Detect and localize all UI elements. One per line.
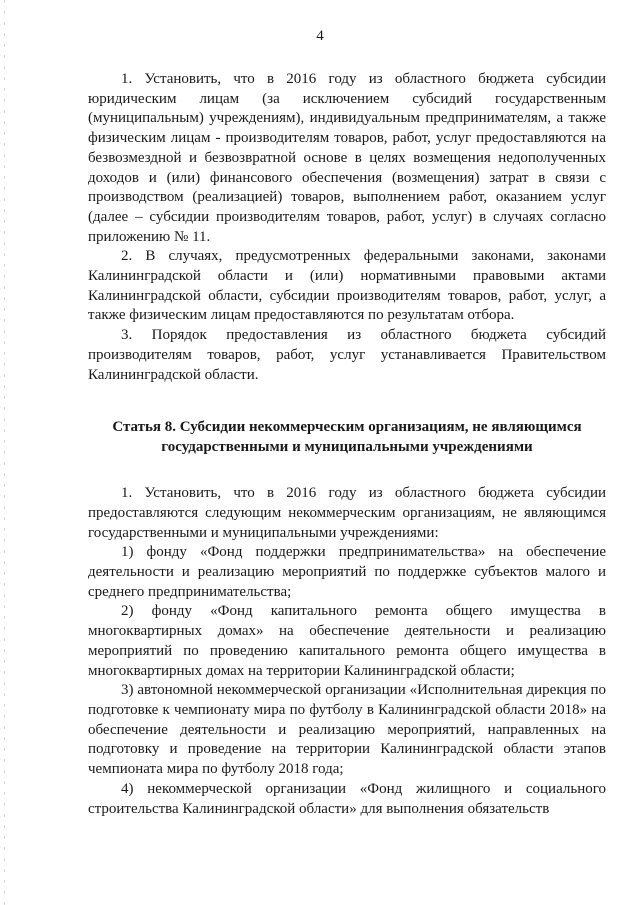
page-number: 4 — [316, 28, 324, 44]
list-item-fund-business-support: 1) фонду «Фонд поддержки предпринимательства» на обеспечение деятельности и реализацию мероприятий по поддержке субъектов малого и среднего предпринимательства; — [88, 544, 606, 600]
paragraph-selection-cases: 2. В случаях, предусмотренных федеральными законами, законами Калининградской области и (или) нормативными правовыми актами Калининградской области, субсидии производителям товаров, работ, услуг, а также физическим лицам предоставляются по результатам отбора. — [88, 248, 606, 324]
article-heading: Статья 8. Субсидии некоммерческим организациям, не являющимся государственными и муниципальными учреждениями — [112, 419, 582, 456]
list-item-housing-fund: 4) некоммерческой организации «Фонд жилищного и социального строительства Калининградской области» для выполнения обязательств — [88, 780, 606, 817]
document-body — [88, 70, 606, 819]
list-item-fund-capital-repair: 2) фонду «Фонд капитального ремонта общего имущества в многоквартирных домах» на обеспечение деятельности и реализацию мероприятий по проведению капитального ремонта общего имущества в многоквартирных домах на территории Калининградской области; — [88, 603, 606, 679]
paragraph-procedure: 3. Порядок предоставления из областного бюджета субсидий производителям товаров, работ, услуг устанавливается Правительством Калининградской области. — [88, 327, 606, 383]
scan-edge-artifact — [4, 0, 5, 905]
paragraph-nonprofit-intro: 1. Установить, что в 2016 году из областного бюджета субсидии предоставляются следующим некоммерческим организациям, не являющимся государственными и муниципальными учреждениями: — [88, 485, 606, 541]
list-item-world-cup-directorate: 3) автономной некоммерческой организации «Исполнительная дирекция по подготовке к чемпионату мира по футболу в Калининградской области 2018» на обеспечение деятельности и реализацию мероприятий, направленных на подготовку и проведение на территории Калининградской области этапов чемпионата мира по футболу 2018 года; — [88, 682, 606, 778]
paragraph-subsidies-producers: 1. Установить, что в 2016 году из областного бюджета субсидии юридическим лицам (за исключением субсидий государственным (муниципальным) учреждениям), индивидуальным предпринимателям, а также физическим лицам - производителям товаров, работ, услуг предоставляются на безвозмездной и безвозвратной основе в целях возмещения недополученных доходов и (или) финансового обеспечения (возмещения) затрат в связи с производством (реализацией) товаров, выполнением работ, оказанием услуг (далее – субсидии производителям товаров, работ, услуг) в случаях согласно приложению № 11. — [88, 71, 606, 245]
